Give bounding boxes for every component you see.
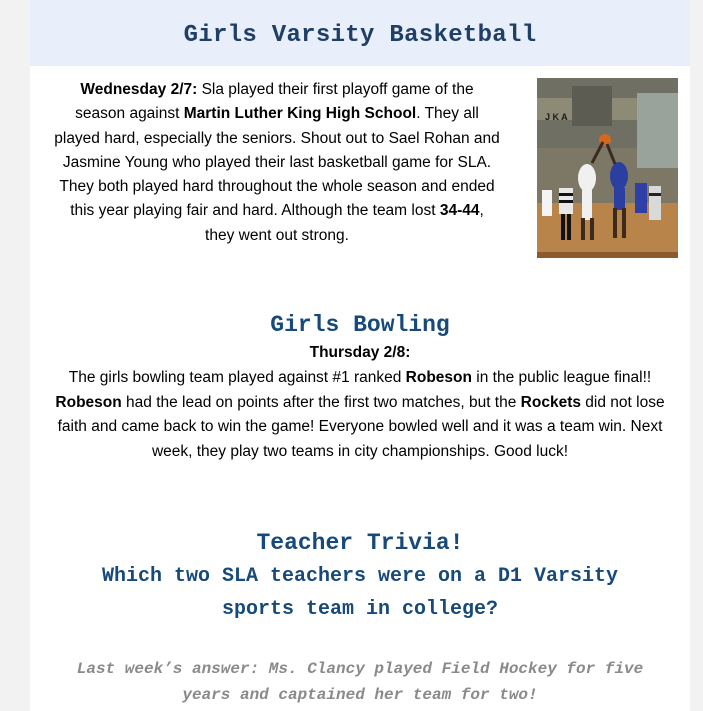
bowling-title: Girls Bowling <box>270 312 450 338</box>
basketball-text-1: Sla played their first playoff game of the season against <box>75 81 474 123</box>
basketball-photo <box>537 78 678 258</box>
basketball-opponent: Martin Luther King High School <box>183 105 417 123</box>
newsletter-page <box>30 0 690 711</box>
trivia-question: Which two SLA teachers were on a D1 Varsity sports team in college? <box>101 565 619 622</box>
bowling-text-1: The girls bowling team played against #1 ranked <box>68 369 406 386</box>
basketball-text-2: . They all played hard, especially the seniors. Shout out to Sael Rohan and Jasmine Young who played their last basketball game for SLA. They both played hard throughout the whole season and ended this year playing fair and hard. Although the team lost <box>54 105 500 220</box>
trivia-last-answer: Last week’s answer: Ms. Clancy played Field Hockey for five years and captained her team for two! <box>76 660 644 705</box>
bowling-team-robeson-1: Robeson <box>405 369 472 386</box>
bowling-date: Thursday 2/8: <box>309 344 411 361</box>
page-edge <box>690 0 703 711</box>
basketball-banner <box>30 0 690 66</box>
basketball-section <box>30 66 690 266</box>
bowling-paragraph <box>52 366 668 464</box>
bowling-team-robeson-2: Robeson <box>55 393 122 411</box>
basketball-text-3: , they went out strong. <box>205 202 484 244</box>
basketball-date: Wednesday 2/7: <box>80 81 198 98</box>
bowling-team-rockets: Rockets <box>520 393 581 411</box>
bowling-text-4: did not lose faith and came back to win the game! Everyone bowled well and it was a team win. Next week, they play two teams in city championships. Good luck! <box>57 393 665 460</box>
basketball-paragraph <box>54 78 500 248</box>
basketball-score: 34-44 <box>439 202 480 220</box>
basketball-title: Girls Varsity Basketball <box>183 21 537 49</box>
bowling-text-3: had the lead on points after the first two matches, but the <box>121 393 521 411</box>
photo-wall-sign: J K A <box>545 112 568 122</box>
bowling-text-2: in the public league final!! <box>471 369 652 386</box>
tipoff-photo-image <box>537 78 678 258</box>
trivia-title: Teacher Trivia! <box>256 530 464 557</box>
